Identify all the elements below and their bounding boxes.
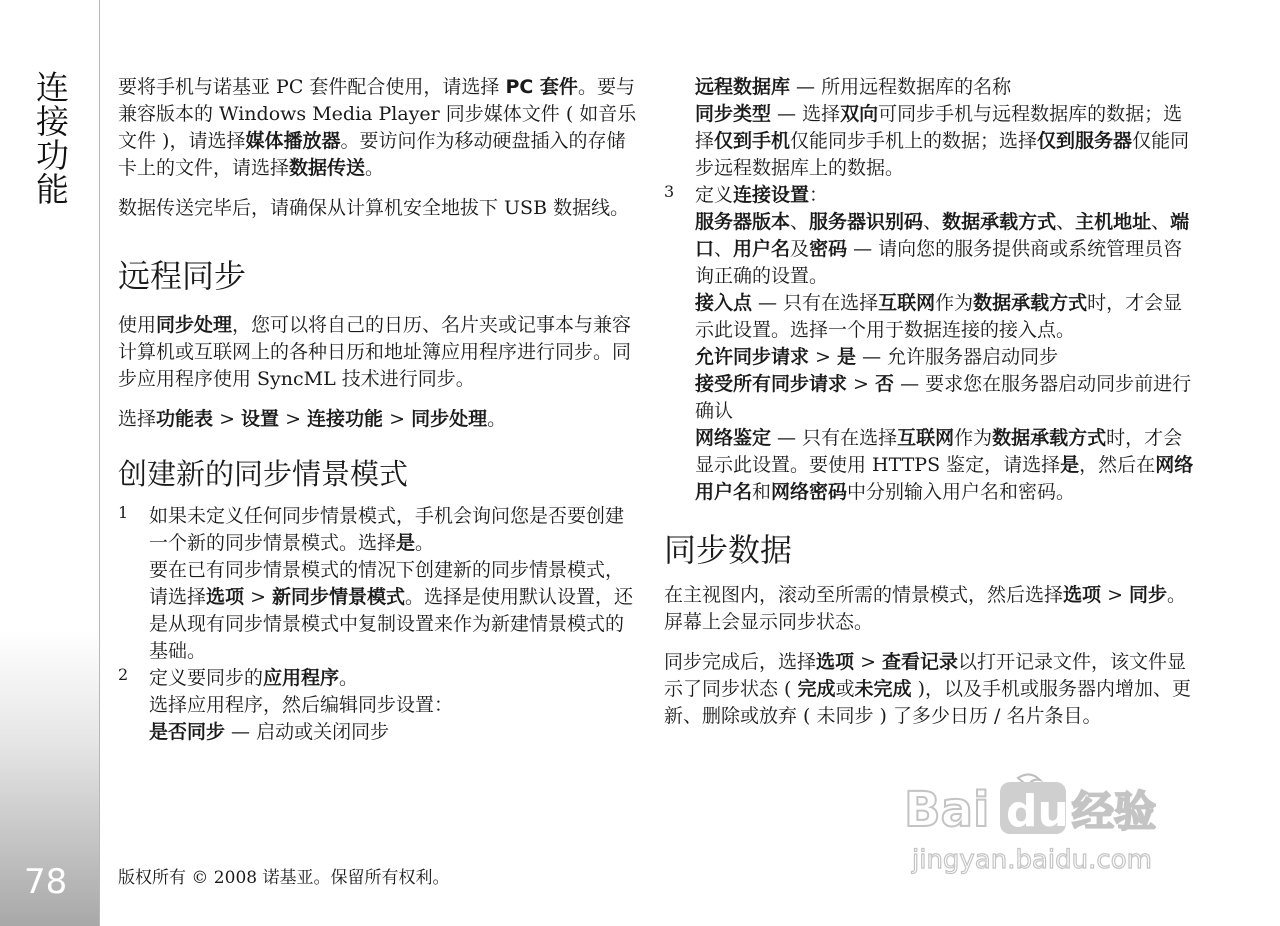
list-item-2-text-3 bbox=[149, 719, 638, 746]
bold-term: 选项 bbox=[1063, 584, 1102, 606]
bold-term: 完成 bbox=[797, 678, 836, 700]
text-run: > bbox=[854, 651, 883, 673]
bold-term: 数据承载方式 bbox=[992, 427, 1107, 449]
heading-new-sync-profile: 创建新的同步情景模式 bbox=[118, 457, 409, 491]
text-run: > bbox=[847, 373, 876, 395]
bold-term: 连接设置 bbox=[733, 184, 810, 206]
bold-term: 端口 bbox=[695, 211, 1190, 260]
bold-term: 选项 bbox=[206, 586, 245, 608]
bold-term: 网络鉴定 bbox=[695, 427, 772, 449]
list-item-2-continued bbox=[664, 74, 1196, 182]
watermark-text-bai: Bai bbox=[904, 782, 990, 838]
list-item-1 bbox=[118, 503, 638, 665]
text-run: > bbox=[1101, 584, 1130, 606]
bold-term: 否 bbox=[875, 373, 895, 395]
list-item-2 bbox=[118, 665, 638, 746]
list-item-2-text-2 bbox=[149, 692, 638, 719]
list-number-1: 1 bbox=[118, 503, 129, 522]
bold-term: 数据承载方式 bbox=[942, 211, 1057, 233]
text-run: 数据传送完毕后，请确保从计算机安全地拔下 USB 数据线。 bbox=[118, 197, 630, 219]
bold-term: 应用程序 bbox=[263, 667, 340, 689]
text-run: — 启动或关闭同步 bbox=[225, 721, 390, 743]
bold-term: 接入点 bbox=[695, 292, 753, 314]
text-run: 作为 bbox=[935, 292, 974, 314]
text-run: 选择应用程序，然后编辑同步设置： bbox=[149, 694, 454, 716]
text-run: — 只有在选择 bbox=[771, 427, 898, 449]
bold-term: 功能表 bbox=[156, 408, 214, 430]
heading-remote-sync: 远程同步 bbox=[118, 257, 247, 295]
text-run: 定义 bbox=[695, 184, 734, 206]
text-run: — 选择 bbox=[771, 103, 841, 125]
remote-sync-paragraph-2 bbox=[118, 406, 638, 433]
sync-type-setting bbox=[695, 101, 1196, 182]
text-run: ： bbox=[809, 184, 829, 206]
text-run: 如果未定义任何同步情景模式，手机会询问您是否要创建一个新的同步情景模式。选择 bbox=[149, 505, 625, 554]
bold-term: PC 套件 bbox=[505, 76, 578, 98]
bold-term: 网络用户名 bbox=[695, 454, 1194, 503]
bold-term: 设置 bbox=[241, 408, 280, 430]
bold-term: 是否同步 bbox=[149, 721, 226, 743]
watermark-text-jingyan: 经验 bbox=[1072, 787, 1157, 836]
text-run: — 只有在选择 bbox=[752, 292, 879, 314]
text-run: 可同步手机与远程数据库的数据；选择 bbox=[695, 103, 1183, 152]
text-run: 、 bbox=[1151, 211, 1171, 233]
text-run: 仅能同步手机上的数据；选择 bbox=[790, 130, 1038, 152]
bold-term: 同步处理 bbox=[411, 408, 488, 430]
intro-paragraph-1 bbox=[118, 74, 638, 182]
text-run: — 所用远程数据库的名称 bbox=[790, 76, 1012, 98]
baidu-jingyan-watermark bbox=[900, 768, 1200, 888]
text-run: 、 bbox=[714, 238, 734, 260]
text-run: — 允许服务器启动同步 bbox=[856, 346, 1059, 368]
bold-term: 服务器识别码 bbox=[809, 211, 924, 233]
heading-sync-data: 同步数据 bbox=[664, 531, 793, 569]
text-run: 时，才会显示此设置。选择一个用于数据连接的接入点。 bbox=[695, 292, 1183, 341]
text-run: 。 bbox=[339, 667, 359, 689]
bold-term: 同步类型 bbox=[695, 103, 772, 125]
list-number-2: 2 bbox=[118, 665, 129, 684]
text-run: > bbox=[213, 408, 242, 430]
sync-data-paragraph-2 bbox=[664, 649, 1196, 730]
chapter-title: 连接功能 bbox=[31, 70, 70, 206]
text-run: — 要求您在服务器启动同步前进行确认 bbox=[695, 373, 1192, 422]
bold-term: 仅到手机 bbox=[714, 130, 791, 152]
text-run: > bbox=[383, 408, 412, 430]
remote-database-setting bbox=[695, 74, 1196, 101]
text-run: 及 bbox=[790, 238, 810, 260]
text-run: 中分别输入用户名和密码。 bbox=[847, 481, 1076, 503]
bold-term: 主机地址 bbox=[1075, 211, 1152, 233]
text-run: ，您可以将自己的日历、名片夹或记事本与兼容计算机或互联网上的各种日历和地址簿应用程序进行同步。同步应用程序使用 SyncML 技术进行同步。 bbox=[118, 314, 632, 390]
list-item-3 bbox=[664, 182, 1196, 506]
bold-term: 网络密码 bbox=[771, 481, 848, 503]
text-run: > bbox=[244, 586, 273, 608]
text-run: 要将手机与诺基亚 PC 套件配合使用，请选择 bbox=[118, 76, 506, 98]
bold-term: 同步处理 bbox=[156, 314, 233, 336]
bold-term: 媒体播放器 bbox=[245, 130, 341, 152]
bold-term: 同步 bbox=[1129, 584, 1168, 606]
bold-term: 未完成 bbox=[854, 678, 912, 700]
network-authentication-setting bbox=[695, 425, 1196, 506]
bold-term: 互联网 bbox=[897, 427, 955, 449]
text-run: 。 bbox=[365, 157, 385, 179]
text-run: 作为 bbox=[954, 427, 993, 449]
page-number: 78 bbox=[24, 862, 68, 902]
text-run: 选择 bbox=[118, 408, 157, 430]
watermark-text-du: du bbox=[1006, 786, 1069, 837]
access-point-setting bbox=[695, 290, 1196, 344]
sync-data-paragraph-1 bbox=[664, 582, 1196, 636]
allow-sync-requests-setting bbox=[695, 344, 1196, 371]
text-run: 仅能同步远程数据库上的数据。 bbox=[695, 130, 1190, 179]
bold-term: 互联网 bbox=[878, 292, 936, 314]
text-run: 。选择是使用默认设置，还是从现有同步情景模式中复制设置来作为新建情景模式的基础。 bbox=[149, 586, 634, 662]
text-run: 、 bbox=[923, 211, 943, 233]
bold-term: 用户名 bbox=[733, 238, 791, 260]
text-run: )，以及手机或服务器内增加、更新、删除或放弃 ( 未同步 ) 了多少日历 / 名片条目。 bbox=[664, 678, 1191, 727]
bold-term: 允许同步请求 bbox=[695, 346, 810, 368]
watermark-url: jingyan.baidu.com bbox=[912, 845, 1152, 875]
intro-paragraph-2 bbox=[118, 195, 638, 222]
text-run: 。要与兼容版本的 Windows Media Player 同步媒体文件 ( 如音乐文件 )，请选择 bbox=[118, 76, 637, 152]
bold-term: 选项 bbox=[816, 651, 855, 673]
bold-term: 服务器版本 bbox=[695, 211, 791, 233]
list-item-3-title bbox=[695, 182, 1196, 209]
text-run: > bbox=[809, 346, 838, 368]
text-run: > bbox=[279, 408, 308, 430]
connection-settings-text bbox=[695, 209, 1196, 290]
bold-term: 接受所有同步请求 bbox=[695, 373, 848, 395]
bold-term: 新同步情景模式 bbox=[272, 586, 406, 608]
list-number-3: 3 bbox=[664, 182, 675, 201]
text-run: — 请向您的服务提供商或系统管理员咨询正确的设置。 bbox=[695, 238, 1183, 287]
accept-all-sync-requests-setting bbox=[695, 371, 1196, 425]
bold-term: 数据传送 bbox=[289, 157, 366, 179]
bold-term: 是 bbox=[396, 532, 416, 554]
bold-term: 密码 bbox=[809, 238, 848, 260]
right-column bbox=[664, 74, 1196, 730]
text-run: 同步完成后，选择 bbox=[664, 651, 817, 673]
text-run: 要在已有同步情景模式的情况下创建新的同步情景模式，请选择 bbox=[149, 559, 625, 608]
list-item-1-text bbox=[149, 503, 638, 557]
text-run: ，然后在 bbox=[1079, 454, 1156, 476]
text-run: 和 bbox=[752, 481, 772, 503]
bold-term: 连接功能 bbox=[307, 408, 384, 430]
bold-term: 远程数据库 bbox=[695, 76, 791, 98]
text-run: 使用 bbox=[118, 314, 157, 336]
list-item-2-text bbox=[149, 665, 638, 692]
remote-sync-paragraph-1 bbox=[118, 312, 638, 393]
text-run: 。 bbox=[415, 532, 435, 554]
text-run: 以打开记录文件，该文件显示了同步状态 ( bbox=[664, 651, 1187, 700]
page-sidebar bbox=[0, 0, 100, 926]
bold-term: 是 bbox=[837, 346, 857, 368]
left-column bbox=[118, 74, 638, 746]
text-run: 在主视图内，滚动至所需的情景模式，然后选择 bbox=[664, 584, 1064, 606]
list-item-1-text-2 bbox=[149, 557, 638, 665]
bold-term: 查看记录 bbox=[882, 651, 959, 673]
copyright-footer: 版权所有 © 2008 诺基亚。保留所有权利。 bbox=[118, 868, 450, 888]
text-run: 。 bbox=[487, 408, 507, 430]
text-run: 或 bbox=[835, 678, 855, 700]
text-run: 。要访问作为移动硬盘插入的存储卡上的文件，请选择 bbox=[118, 130, 626, 179]
text-run: 。屏幕上会显示同步状态。 bbox=[664, 584, 1187, 633]
text-run: 、 bbox=[1056, 211, 1076, 233]
bold-term: 是 bbox=[1060, 454, 1080, 476]
bold-term: 数据承载方式 bbox=[973, 292, 1088, 314]
text-run: 时，才会显示此设置。要使用 HTTPS 鉴定，请选择 bbox=[695, 427, 1183, 476]
text-run: 、 bbox=[790, 211, 810, 233]
bold-term: 双向 bbox=[840, 103, 879, 125]
text-run: 定义要同步的 bbox=[149, 667, 264, 689]
bold-term: 仅到服务器 bbox=[1037, 130, 1133, 152]
